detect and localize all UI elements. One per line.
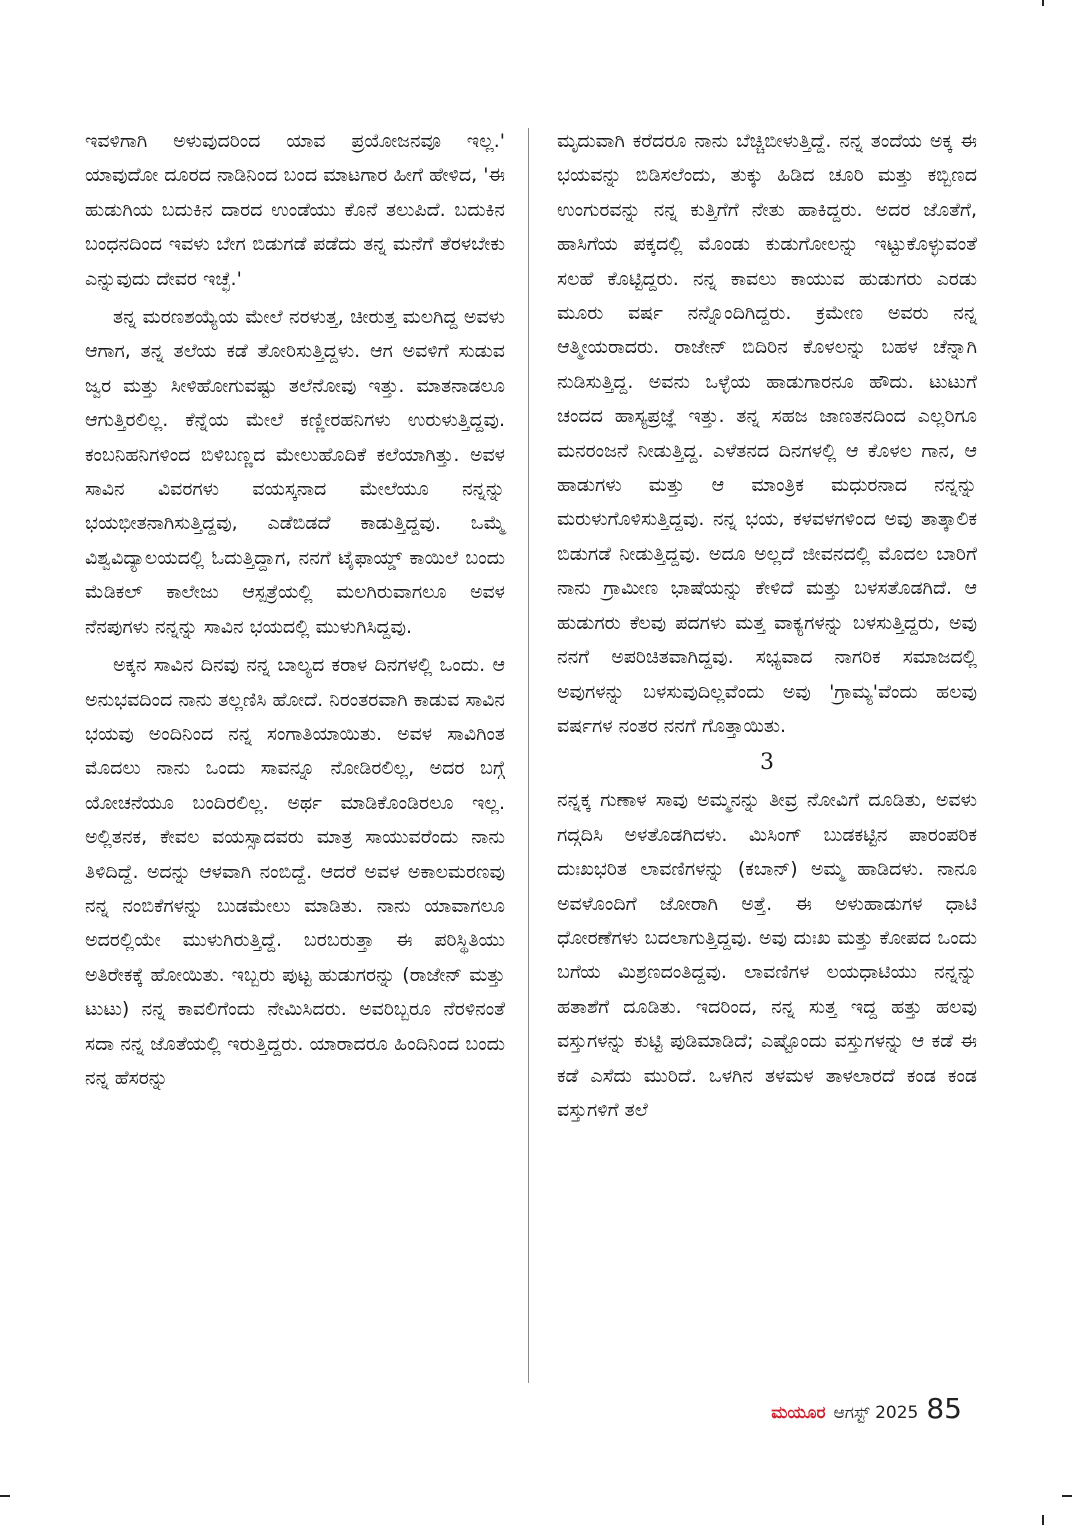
body-paragraph: ನನ್ನಕ್ಕ ಗುಣಾಳ ಸಾವು ಅಮ್ಮನನ್ನು ತೀವ್ರ ನೋವಿಗೆ ದೂಡಿತು, ಅವಳು ಗದ್ಗದಿಸಿ ಅಳತೊಡಗಿದಳು. ಮಿಸಿಂಗ್ ಬುಡಕಟ್ಟಿನ ಪಾರಂಪರಿಕ ದುಃಖಭರಿತ ಲಾವಣಿಗಳನ್ನು (ಕಬಾನ್) ಅಮ್ಮ ಹಾಡಿದಳು. ನಾನೂ ಅವಳೊಂದಿಗೆ ಜೋರಾಗಿ ಅತ್ತೆ. ಈ ಅಳುಹಾಡುಗಳ ಧಾಟಿ ಧೋರಣೆಗಳು ಬದಲಾಗುತ್ತಿದ್ದವು. ಅವು ದುಃಖ ಮತ್ತು ಕೋಪದ ಒಂದು ಬಗೆಯ ಮಿಶ್ರಣದಂತಿದ್ದವು. ಲಾವಣಿಗಳ ಲಯಧಾಟಿಯು ನನ್ನನ್ನು ಹತಾಶೆಗೆ ದೂಡಿತು. ಇದರಿಂದ, ನನ್ನ ಸುತ್ತ ಇದ್ದ ಹತ್ತು ಹಲವು ವಸ್ತುಗಳನ್ನು ಕುಟ್ಟಿ ಪುಡಿಮಾಡಿದೆ; ಎಷ್ಟೊಂದು ವಸ್ತುಗಳನ್ನು ಆ ಕಡೆ ಈ ಕಡೆ ಎಸೆದು ಮುರಿದೆ. ಒಳಗಿನ ತಳಮಳ ತಾಳಲಾರದೆ ಕಂಡ ಕಂಡ ವಸ್ತುಗಳಿಗೆ ತಲೆ	[557, 789, 977, 1121]
body-paragraph: ಇವಳಿಗಾಗಿ ಅಳುವುದರಿಂದ ಯಾವ ಪ್ರಯೋಜನವೂ ಇಲ್ಲ.' ಯಾವುದೋ ದೂರದ ನಾಡಿನಿಂದ ಬಂದ ಮಾಟಗಾರ ಹೀಗೆ ಹೇಳಿದ, 'ಈ ಹುಡುಗಿಯ ಬದುಕಿನ ದಾರದ ಉಂಡೆಯು ಕೊನೆ ತಲುಪಿದೆ. ಬದುಕಿನ ಬಂಧನದಿಂದ ಇವಳು ಬೇಗ ಬಿಡುಗಡೆ ಪಡೆದು ತನ್ನ ಮನೆಗೆ ತೆರಳಬೇಕು ಎನ್ನುವುದು ದೇವರ ಇಚ್ಛೆ.'	[85, 130, 505, 290]
right-column	[557, 124, 977, 1127]
issue-date: ಆಗಸ್ಟ್ 2025	[833, 1403, 919, 1423]
section-number: 3	[760, 750, 774, 776]
column-divider	[528, 128, 529, 1383]
left-column	[85, 124, 505, 1095]
page-number: 85	[926, 1392, 962, 1425]
magazine-name: ಮಯೂರ	[771, 1403, 826, 1423]
crop-mark-bottom	[1042, 1515, 1044, 1525]
body-paragraph: ಮೃದುವಾಗಿ ಕರೆದರೂ ನಾನು ಬೆಚ್ಚಿಬೀಳುತ್ತಿದ್ದೆ. ನನ್ನ ತಂದೆಯ ಅಕ್ಕ ಈ ಭಯವನ್ನು ಬಿಡಿಸಲೆಂದು, ತುಕ್ಕು ಹಿಡಿದ ಚೂರಿ ಮತ್ತು ಕಬ್ಬಿಣದ ಉಂಗುರವನ್ನು ನನ್ನ ಕುತ್ತಿಗೆಗೆ ನೇತು ಹಾಕಿದ್ದರು. ಅದರ ಜೊತೆಗೆ, ಹಾಸಿಗೆಯ ಪಕ್ಕದಲ್ಲಿ ಮೊಂಡು ಕುಡುಗೋಲನ್ನು ಇಟ್ಟುಕೊಳ್ಳುವಂತೆ ಸಲಹೆ ಕೊಟ್ಟಿದ್ದರು. ನನ್ನ ಕಾವಲು ಕಾಯುವ ಹುಡುಗರು ಎರಡು ಮೂರು ವರ್ಷ ನನ್ನೊಂದಿಗಿದ್ದರು. ಕ್ರಮೇಣ ಅವರು ನನ್ನ ಆತ್ಮೀಯರಾದರು. ರಾಜೇನ್ ಬಿದಿರಿನ ಕೊಳಲನ್ನು ಬಹಳ ಚೆನ್ನಾಗಿ ನುಡಿಸುತ್ತಿದ್ದ. ಅವನು ಒಳ್ಳೆಯ ಹಾಡುಗಾರನೂ ಹೌದು. ಟುಟುಗೆ ಚಂದದ ಹಾಸ್ಯಪ್ರಜ್ಞೆ ಇತ್ತು. ತನ್ನ ಸಹಜ ಜಾಣತನದಿಂದ ಎಲ್ಲರಿಗೂ ಮನರಂಜನೆ ನೀಡುತ್ತಿದ್ದ. ಎಳೆತನದ ದಿನಗಳಲ್ಲಿ ಆ ಕೊಳಲ ಗಾನ, ಆ ಹಾಡುಗಳು ಮತ್ತು ಆ ಮಾಂತ್ರಿಕ ಮಧುರನಾದ ನನ್ನನ್ನು ಮರುಳುಗೊಳಿಸುತ್ತಿದ್ದವು. ನನ್ನ ಭಯ, ಕಳವಳಗಳಿಂದ ಅವು ತಾತ್ಕಾಲಿಕ ಬಿಡುಗಡೆ ನೀಡುತ್ತಿದ್ದವು. ಅದೂ ಅಲ್ಲದೆ ಜೀವನದಲ್ಲಿ ಮೊದಲ ಬಾರಿಗೆ ನಾನು ಗ್ರಾಮೀಣ ಭಾಷೆಯನ್ನು ಕೇಳಿದೆ ಮತ್ತು ಬಳಸತೊಡಗಿದೆ. ಆ ಹುಡುಗರು ಕೆಲವು ಪದಗಳು ಮತ್ತ ವಾಕ್ಯಗಳನ್ನು ಬಳಸುತ್ತಿದ್ದರು, ಅವು ನನಗೆ ಅಪರಿಚಿತವಾಗಿದ್ದವು. ಸಭ್ಯವಾದ ನಾಗರಿಕ ಸಮಾಜದಲ್ಲಿ ಅವುಗಳನ್ನು ಬಳಸುವುದಿಲ್ಲವೆಂದು ಅವು 'ಗ್ರಾಮ್ಯ'ವೆಂದು ಹಲವು ವರ್ಷಗಳ ನಂತರ ನನಗೆ ಗೊತ್ತಾಯಿತು.	[557, 130, 977, 737]
body-paragraph: ಅಕ್ಕನ ಸಾವಿನ ದಿನವು ನನ್ನ ಬಾಲ್ಯದ ಕರಾಳ ದಿನಗಳಲ್ಲಿ ಒಂದು. ಆ ಅನುಭವದಿಂದ ನಾನು ತಲ್ಲಣಿಸಿ ಹೋದೆ. ನಿರಂತರವಾಗಿ ಕಾಡುವ ಸಾವಿನ ಭಯವು ಅಂದಿನಿಂದ ನನ್ನ ಸಂಗಾತಿಯಾಯಿತು. ಅವಳ ಸಾವಿಗಿಂತ ಮೊದಲು ನಾನು ಒಂದು ಸಾವನ್ನೂ ನೋಡಿರಲಿಲ್ಲ, ಅದರ ಬಗ್ಗೆ ಯೋಚನೆಯೂ ಬಂದಿರಲಿಲ್ಲ. ಅರ್ಥ ಮಾಡಿಕೊಂಡಿರಲೂ ಇಲ್ಲ. ಅಲ್ಲಿತನಕ, ಕೇವಲ ವಯಸ್ಸಾದವರು ಮಾತ್ರ ಸಾಯುವರೆಂದು ನಾನು ತಿಳಿದಿದ್ದೆ. ಅದನ್ನು ಆಳವಾಗಿ ನಂಬಿದ್ದೆ. ಆದರೆ ಅವಳ ಅಕಾಲಮರಣವು ನನ್ನ ನಂಬಿಕೆಗಳನ್ನು ಬುಡಮೇಲು ಮಾಡಿತು. ನಾನು ಯಾವಾಗಲೂ ಅದರಲ್ಲಿಯೇ ಮುಳುಗಿರುತ್ತಿದ್ದೆ. ಬರಬರುತ್ತಾ ಈ ಪರಿಸ್ಥಿತಿಯು ಅತಿರೇಕಕ್ಕೆ ಹೋಯಿತು. ಇಬ್ಬರು ಪುಟ್ಟ ಹುಡುಗರನ್ನು (ರಾಜೇನ್ ಮತ್ತು ಟುಟು) ನನ್ನ ಕಾವಲಿಗೆಂದು ನೇಮಿಸಿದರು. ಅವರಿಬ್ಬರೂ ನೆರಳಿನಂತೆ ಸದಾ ನನ್ನ ಜೊತೆಯಲ್ಲಿ ಇರುತ್ತಿದ್ದರು. ಯಾರಾದರೂ ಹಿಂದಿನಿಂದ ಬಂದು ನನ್ನ ಹೆಸರನ್ನು	[85, 654, 505, 1089]
crop-mark-top	[1042, 0, 1044, 6]
page-footer	[771, 1392, 962, 1425]
crop-mark-left-bottom	[0, 1495, 10, 1497]
body-paragraph: ತನ್ನ ಮರಣಶಯ್ಯೆಯ ಮೇಲೆ ನರಳುತ್ತ, ಚೀರುತ್ತ ಮಲಗಿದ್ದ ಅವಳು ಆಗಾಗ, ತನ್ನ ತಲೆಯ ಕಡೆ ತೋರಿಸುತ್ತಿದ್ದಳು. ಆಗ ಅವಳಿಗೆ ಸುಡುವ ಜ್ವರ ಮತ್ತು ಸೀಳಿಹೋಗುವಷ್ಟು ತಲೆನೋವು ಇತ್ತು. ಮಾತನಾಡಲೂ ಆಗುತ್ತಿರಲಿಲ್ಲ. ಕೆನ್ನೆಯ ಮೇಲೆ ಕಣ್ಣೀರಹನಿಗಳು ಉರುಳುತ್ತಿದ್ದವು. ಕಂಬನಿಹನಿಗಳಿಂದ ಬಿಳಿಬಣ್ಣದ ಮೇಲುಹೊದಿಕೆ ಕಲೆಯಾಗಿತ್ತು. ಅವಳ ಸಾವಿನ ವಿವರಗಳು ವಯಸ್ಕನಾದ ಮೇಲೆಯೂ ನನ್ನನ್ನು ಭಯಭೀತನಾಗಿಸುತ್ತಿದ್ದವು, ಎಡೆಬಿಡದೆ ಕಾಡುತ್ತಿದ್ದವು. ಒಮ್ಮೆ ವಿಶ್ವವಿದ್ಯಾಲಯದಲ್ಲಿ ಓದುತ್ತಿದ್ದಾಗ, ನನಗೆ ಟೈಫಾಯ್ಡ್ ಕಾಯಿಲೆ ಬಂದು ಮೆಡಿಕಲ್ ಕಾಲೇಜು ಆಸ್ಪತ್ರೆಯಲ್ಲಿ ಮಲಗಿರುವಾಗಲೂ ಅವಳ ನೆನಪುಗಳು ನನ್ನನ್ನು ಸಾವಿನ ಭಯದಲ್ಲಿ ಮುಳುಗಿಸಿದ್ದವು.	[85, 306, 505, 638]
crop-mark-right-bottom	[1062, 1495, 1072, 1497]
